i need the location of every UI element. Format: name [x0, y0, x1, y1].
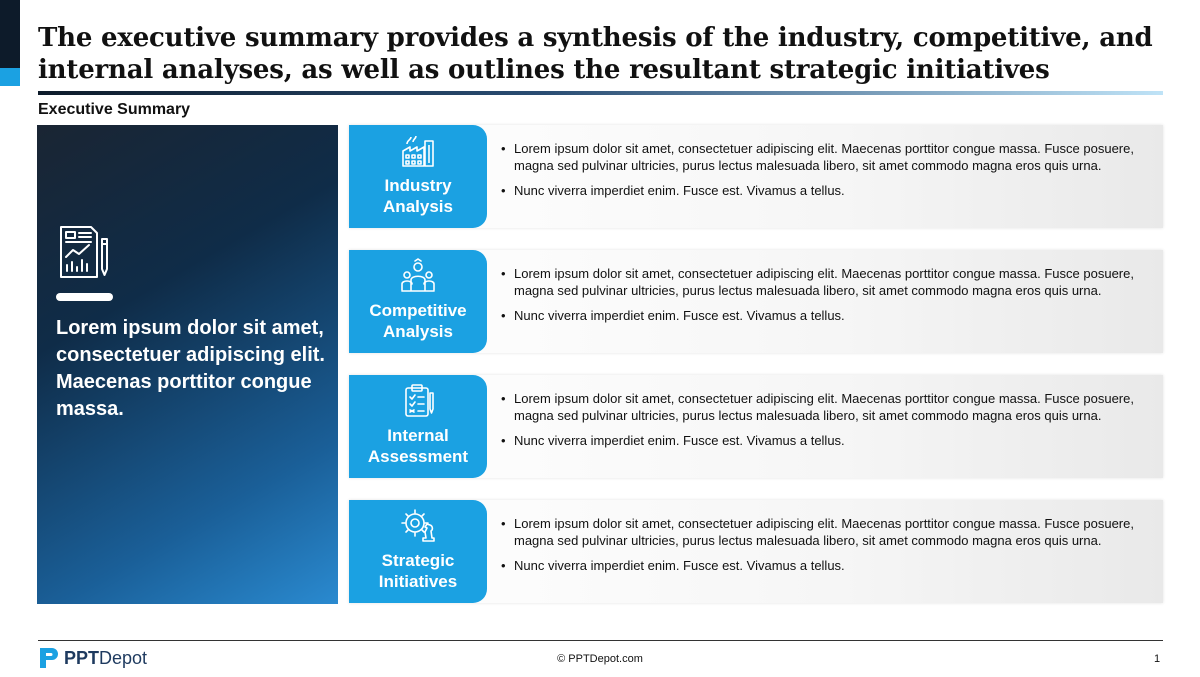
footer-brand [64, 648, 147, 669]
title-accent-bar-dark [0, 0, 20, 68]
row-tab [349, 500, 487, 603]
row-tab [349, 250, 487, 353]
section-label: Executive Summary [38, 101, 191, 118]
bullet-item: • Lorem ipsum dolor sit amet, consectetuer adipiscing elit. Maecenas porttitor congue massa. Fusce posuere, magna sed pulvinar ultricies, purus lectus malesuada libero, sit amet commodo magna eros quis urna. [501, 390, 1141, 424]
factory-icon [400, 133, 436, 169]
row-competitive-analysis [349, 250, 1163, 353]
row-tab [349, 125, 487, 228]
title-accent-bar-blue [0, 68, 20, 86]
bullet-item: • Nunc viverra imperdiet enim. Fusce est. Vivamus a tellus. [501, 557, 1141, 574]
footer-divider [38, 640, 1163, 641]
bullet-list [501, 265, 1141, 332]
row-label: Industry Analysis [383, 176, 453, 216]
bullet-item: • Nunc viverra imperdiet enim. Fusce est. Vivamus a tellus. [501, 307, 1141, 324]
bullet-item: • Nunc viverra imperdiet enim. Fusce est. Vivamus a tellus. [501, 182, 1141, 199]
title-divider [38, 91, 1163, 95]
brand-strong: PPT [64, 647, 100, 668]
brand-rest: Depot [99, 647, 148, 668]
clipboard-checklist-icon [400, 383, 436, 419]
footer-copyright: © PPTDepot.com [557, 653, 643, 665]
report-document-icon [57, 225, 111, 279]
bullet-list [501, 515, 1141, 582]
bullet-list [501, 140, 1141, 207]
slide-title: The executive summary provides a synthesis of the industry, competitive, and internal analyses, as well as outlines the resultant strategic initiatives [38, 23, 1153, 85]
bullet-item: • Nunc viverra imperdiet enim. Fusce est. Vivamus a tellus. [501, 432, 1141, 449]
bullet-item: • Lorem ipsum dolor sit amet, consectetuer adipiscing elit. Maecenas porttitor congue massa. Fusce posuere, magna sed pulvinar ultricies, purus lectus malesuada libero, sit amet commodo magna eros quis urna. [501, 140, 1141, 174]
bullet-list [501, 390, 1141, 457]
row-label: Competitive Analysis [369, 301, 467, 341]
row-label: Strategic Initiatives [378, 551, 458, 591]
competitors-icon [400, 258, 436, 294]
row-label: Internal Assessment [367, 426, 469, 466]
pptdepot-logo-icon [38, 646, 58, 670]
footer-logo [38, 646, 147, 670]
summary-panel [37, 125, 338, 604]
row-tab [349, 375, 487, 478]
strategy-gear-chess-icon [400, 508, 436, 544]
bullet-item: • Lorem ipsum dolor sit amet, consectetuer adipiscing elit. Maecenas porttitor congue massa. Fusce posuere, magna sed pulvinar ultricies, purus lectus malesuada libero, sit amet commodo magna eros quis urna. [501, 515, 1141, 549]
row-strategic-initiatives [349, 500, 1163, 603]
summary-divider-pill [56, 293, 113, 301]
summary-text: Lorem ipsum dolor sit amet, consectetuer adipiscing elit. Maecenas porttitor congue massa. [56, 317, 325, 420]
page-number: 1 [1154, 653, 1161, 665]
row-industry-analysis [349, 125, 1163, 228]
bullet-item: • Lorem ipsum dolor sit amet, consectetuer adipiscing elit. Maecenas porttitor congue massa. Fusce posuere, magna sed pulvinar ultricies, purus lectus malesuada libero, sit amet commodo magna eros quis urna. [501, 265, 1141, 299]
row-internal-assessment [349, 375, 1163, 478]
